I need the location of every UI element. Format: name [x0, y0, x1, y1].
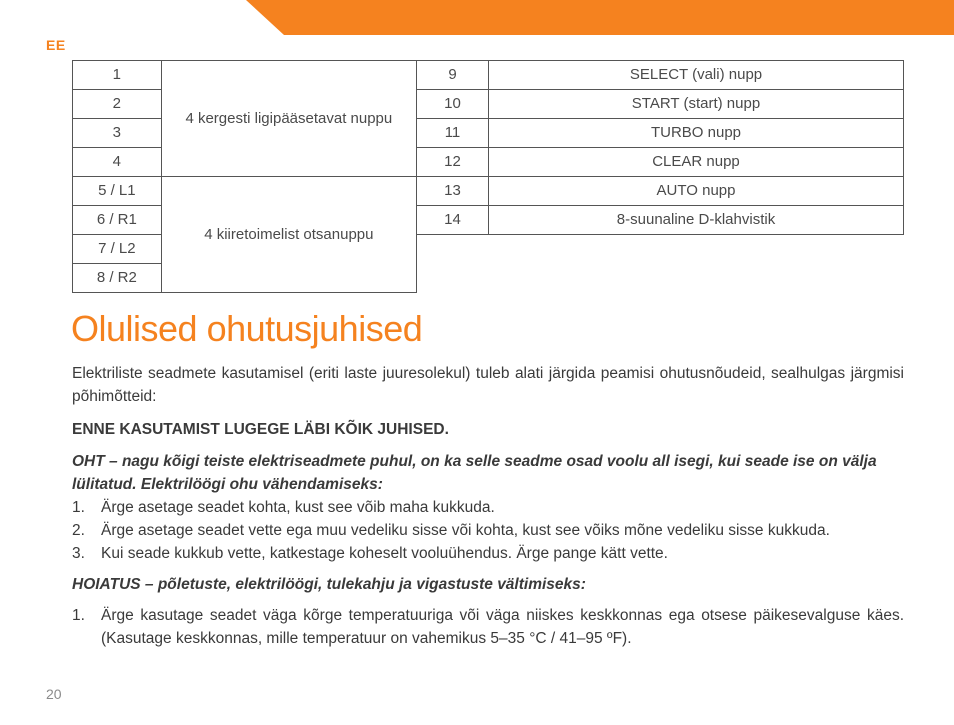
danger-list	[72, 496, 904, 565]
page-number: 20	[46, 686, 62, 702]
language-code: EE	[46, 37, 66, 53]
part-number: 8 / R2	[73, 264, 162, 293]
part-number: 14	[417, 206, 489, 235]
list-number: 3.	[72, 545, 85, 562]
part-number: 11	[417, 119, 489, 148]
list-text: Ärge asetage seadet vette ega muu vedeliku sisse või kohta, kust see võiks mõne vedeliku sisse kukkuda.	[101, 522, 830, 539]
part-label: SELECT (vali) nupp	[489, 61, 904, 90]
list-text: Ärge asetage seadet kohta, kust see võib maha kukkuda.	[101, 499, 495, 516]
part-label: TURBO nupp	[489, 119, 904, 148]
read-all-notice: ENNE KASUTAMIST LUGEGE LÄBI KÕIK JUHISED.	[72, 421, 449, 438]
list-text: Kui seade kukkub vette, katkestage koheselt vooluühendus. Ärge pange kätt vette.	[101, 545, 668, 562]
list-item	[72, 519, 904, 542]
table-row	[417, 206, 904, 235]
part-label: START (start) nupp	[489, 90, 904, 119]
part-number: 1	[73, 61, 162, 90]
table-row	[417, 61, 904, 90]
parts-table-right	[416, 60, 904, 235]
group-label-buttons: 4 kergesti ligipääsetavat nuppu	[161, 61, 416, 177]
safety-instructions	[72, 362, 904, 650]
caution-warning: HOIATUS – põletuste, elektrilöögi, tulekahju ja vigastuste vältimiseks:	[72, 576, 586, 593]
part-number: 12	[417, 148, 489, 177]
section-title: Olulised ohutusjuhised	[71, 308, 423, 349]
danger-warning: OHT – nagu kõigi teiste elektriseadmete puhul, on ka selle seadme osad voolu all isegi, kui seade ise on välja lülitatud. Elektrilöögi ohu vähendamiseks:	[72, 453, 877, 493]
list-item	[72, 542, 904, 565]
list-number: 1.	[72, 499, 85, 516]
parts-table-left	[72, 60, 417, 293]
list-item	[72, 604, 904, 650]
list-item	[72, 496, 904, 519]
part-number: 4	[73, 148, 162, 177]
group-label-shoulder: 4 kiiretoimelist otsanuppu	[161, 177, 416, 293]
header-accent-bar	[246, 0, 954, 35]
part-number: 3	[73, 119, 162, 148]
part-label: 8-suunaline D-klahvistik	[489, 206, 904, 235]
part-number: 10	[417, 90, 489, 119]
table-row	[417, 177, 904, 206]
table-row	[73, 61, 417, 90]
list-number: 2.	[72, 522, 85, 539]
table-row	[417, 119, 904, 148]
part-label: CLEAR nupp	[489, 148, 904, 177]
table-row	[417, 90, 904, 119]
part-number: 13	[417, 177, 489, 206]
intro-paragraph: Elektriliste seadmete kasutamisel (eriti laste juuresolekul) tuleb alati järgida peamisi ohutusnõudeid, sealhulgas järgmisi põhimõtteid:	[72, 365, 904, 405]
part-label: AUTO nupp	[489, 177, 904, 206]
caution-list	[72, 604, 904, 650]
part-number: 2	[73, 90, 162, 119]
part-number: 7 / L2	[73, 235, 162, 264]
list-text: Ärge kasutage seadet väga kõrge temperatuuriga või väga niiskes keskkonnas ega otsese päikesevalguse käes. (Kasutage keskkonnas, mille temperatuur on vahemikus 5–35 °C / 41–95 ºF).	[101, 607, 904, 647]
list-number: 1.	[72, 607, 85, 624]
table-row	[417, 148, 904, 177]
part-number: 5 / L1	[73, 177, 162, 206]
table-row	[73, 177, 417, 206]
part-number: 6 / R1	[73, 206, 162, 235]
part-number: 9	[417, 61, 489, 90]
